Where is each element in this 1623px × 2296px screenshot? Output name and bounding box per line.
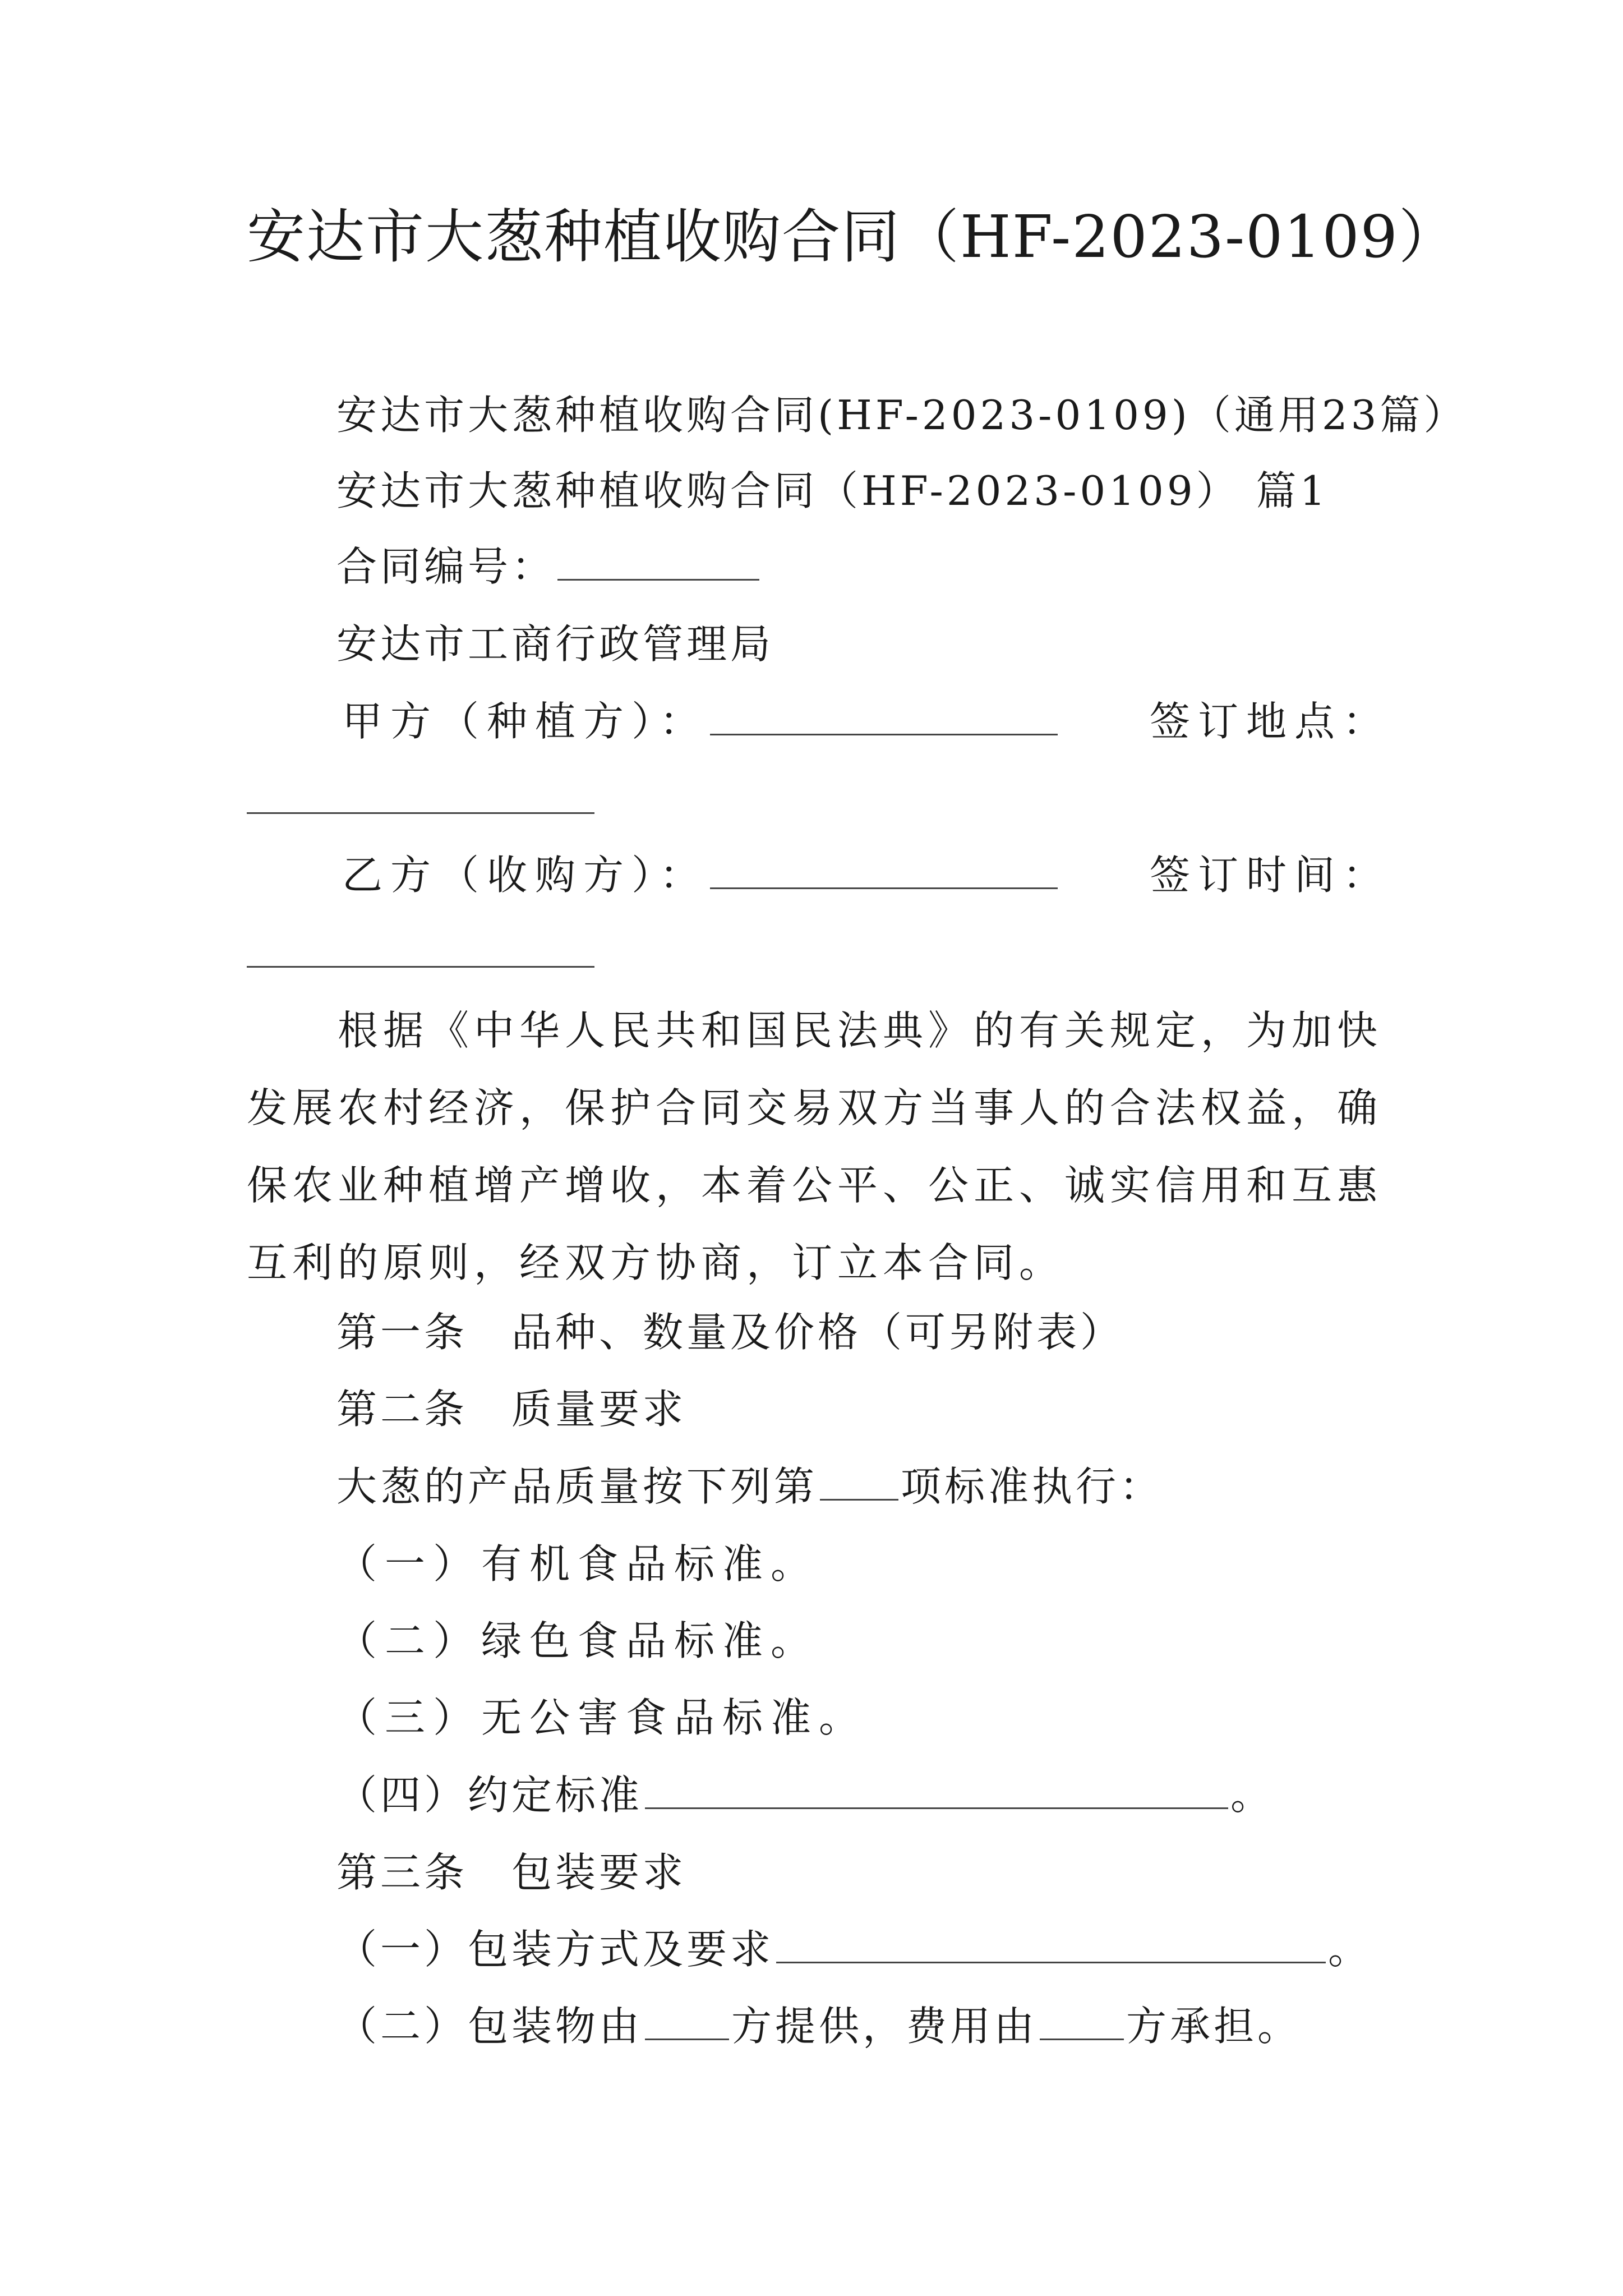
quality-option-2: （二）绿色食品标准。 (336, 1617, 819, 1664)
document-title: 安达市大葱种植收购合同（HF-2023-0109） (247, 203, 1458, 271)
sign-time-blank (247, 966, 594, 968)
quality-intro-tail: 项标准执行： (901, 1463, 1164, 1510)
agreed-standard-blank (645, 1773, 1228, 1809)
quality-item-blank (820, 1464, 898, 1501)
packaging-item-2 (336, 1998, 1301, 2054)
party-a-line (342, 693, 1060, 749)
article-2: 第二条 质量要求 (336, 1386, 687, 1433)
packaging-provider-blank (645, 2004, 729, 2040)
packaging-item-1-text: （一）包装方式及要求 (336, 1926, 774, 1973)
packaging-item-2-text: （二）包装物由 (336, 2003, 643, 2050)
packaging-item-1 (336, 1921, 1372, 1977)
party-b-line (342, 847, 1060, 903)
document-subtitle: 安达市大葱种植收购合同(HF-2023-0109)（通用23篇） (336, 392, 1468, 439)
contract-number-blank (557, 544, 759, 581)
quality-option-4-text: （四）约定标准 (336, 1772, 643, 1819)
party-a-blank (710, 699, 1058, 735)
quality-option-3: （三）无公害食品标准。 (336, 1694, 868, 1741)
quality-option-1: （一）有机食品标准。 (336, 1540, 819, 1588)
contract-number-line (336, 539, 762, 595)
article-3: 第三条 包装要求 (336, 1849, 687, 1896)
quality-intro (336, 1458, 1163, 1515)
sign-place-blank (247, 812, 594, 814)
sign-time-label: 签订时间： (1150, 852, 1391, 899)
preamble-paragraph: 根据《中华人民共和国民法典》的有关规定，为加快发展农村经济，保护合同交易双方当事人的合法权益，确保农业种植增产增收，本着公平、公正、诚实信用和互惠互利的原则，经双方协商，订立本合同。 (247, 1007, 1383, 1286)
packaging-item-2-mid: 方提供，费用由 (731, 2003, 1038, 2050)
packaging-item-2-end: 方承担。 (1126, 2003, 1302, 2050)
sign-place-label: 签订地点： (1150, 698, 1391, 745)
party-b-blank (710, 853, 1058, 889)
contract-number-label: 合同编号： (336, 543, 556, 590)
quality-option-4-end: 。 (1230, 1772, 1275, 1819)
article-1: 第一条 品种、数量及价格（可另附表） (336, 1309, 1124, 1356)
quality-option-4 (336, 1767, 1274, 1823)
quality-intro-text: 大葱的产品质量按下列第 (336, 1463, 818, 1510)
packaging-item-1-end: 。 (1328, 1926, 1372, 1973)
party-b-label: 乙方（收购方）： (342, 852, 708, 899)
cost-bearer-blank (1040, 2004, 1124, 2040)
part-heading: 安达市大葱种植收购合同（HF-2023-0109） 篇1 (336, 467, 1329, 514)
authority: 安达市工商行政管理局 (336, 620, 774, 668)
party-a-label: 甲方（种植方）： (342, 698, 708, 745)
packaging-method-blank (776, 1927, 1326, 1963)
